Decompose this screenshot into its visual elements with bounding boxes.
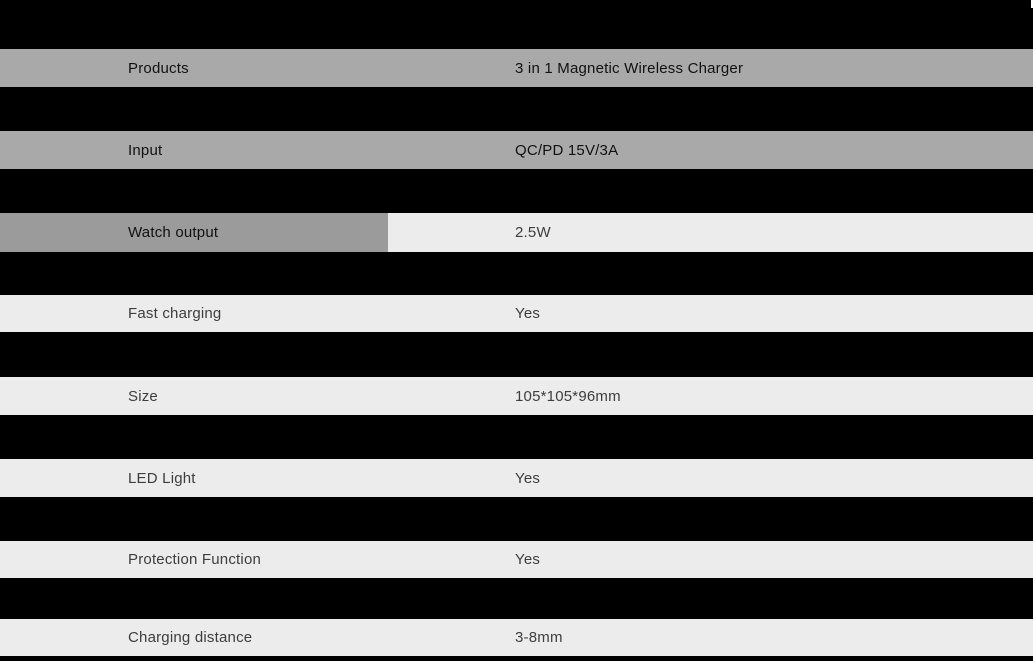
spec-row-protection-function (0, 541, 1033, 578)
spec-value: Yes (515, 305, 541, 322)
spec-row-products (0, 49, 1033, 87)
spec-label: Charging distance (128, 629, 253, 646)
spec-label: Fast charging (128, 305, 222, 322)
spec-value-cell (388, 49, 1033, 87)
spec-label-cell (0, 459, 388, 497)
spec-label: Products (128, 59, 189, 77)
spec-label-cell (0, 49, 388, 87)
spec-row-watch-output (0, 213, 1033, 252)
spec-row-charging-distance (0, 619, 1033, 656)
spec-label: LED Light (128, 469, 196, 487)
spec-value: Yes (515, 551, 541, 568)
spec-label-cell (0, 377, 388, 415)
spec-label-cell (0, 131, 388, 169)
spec-value-cell (388, 619, 1033, 656)
spec-value: QC/PD 15V/3A (515, 141, 619, 159)
spec-value: 105*105*96mm (515, 387, 621, 405)
spec-value: 3-8mm (515, 629, 563, 646)
spec-label: Input (128, 141, 163, 159)
spec-label-cell (0, 295, 388, 332)
spec-value-cell (388, 213, 1033, 252)
spec-value-cell (388, 131, 1033, 169)
spec-label: Watch output (128, 224, 219, 241)
spec-label-cell (0, 619, 388, 656)
spec-row-fast-charging (0, 295, 1033, 332)
spec-value: Yes (515, 469, 541, 487)
spec-row-size (0, 377, 1033, 415)
spec-label-cell (0, 541, 388, 578)
spec-row-led-light (0, 459, 1033, 497)
spec-value-cell (388, 377, 1033, 415)
spec-value: 3 in 1 Magnetic Wireless Charger (515, 59, 744, 77)
spec-label: Size (128, 387, 158, 405)
spec-label: Protection Function (128, 551, 262, 568)
spec-value: 2.5W (515, 224, 551, 241)
spec-label-cell (0, 213, 388, 252)
spec-value-cell (388, 295, 1033, 332)
spec-row-input (0, 131, 1033, 169)
spec-value-cell (388, 459, 1033, 497)
spec-value-cell (388, 541, 1033, 578)
